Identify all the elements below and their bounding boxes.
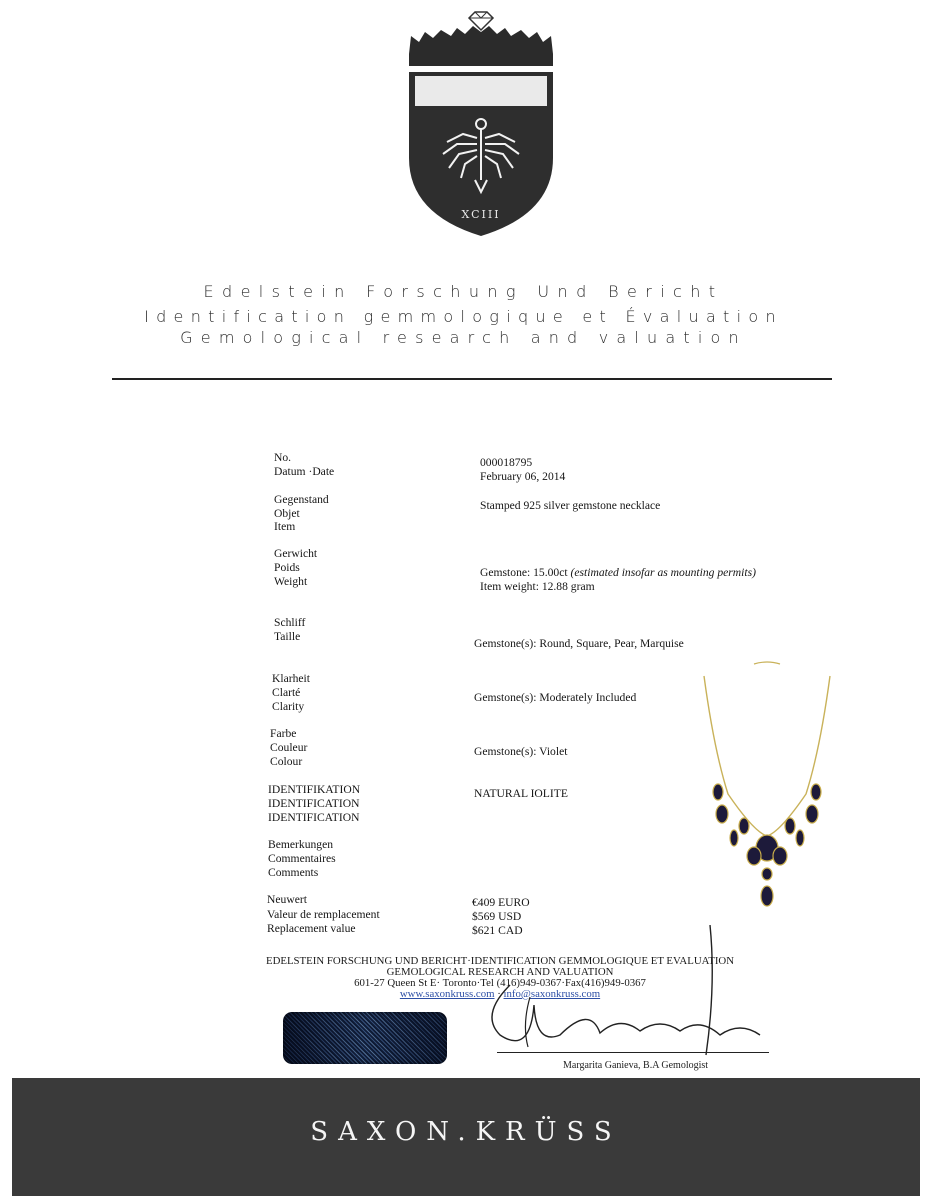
footer-links: www.saxonkruss.com · info@saxonkruss.com — [399, 988, 601, 1000]
ident-label-fr: IDENTIFICATION — [268, 797, 360, 810]
comments-label-de: Bemerkungen — [268, 838, 334, 851]
cut-label-fr: Taille — [274, 630, 301, 643]
ident-label-en: IDENTIFICATION — [268, 811, 360, 824]
colour-label-fr: Couleur — [270, 741, 308, 754]
weight-value — [480, 566, 756, 580]
brand-name: SAXON.KRÜSS — [310, 1117, 622, 1147]
colour-label-de: Farbe — [270, 727, 297, 740]
crest-logo — [405, 8, 557, 240]
item-label-de: Gegenstand — [274, 493, 329, 506]
comments-label-fr: Commentaires — [268, 852, 336, 865]
replacement-label-fr: Valeur de remplacement — [267, 908, 380, 921]
brand-band — [12, 1078, 920, 1196]
weight-label-fr: Poids — [274, 561, 300, 574]
report-date: February 06, 2014 — [480, 470, 566, 483]
ident-value: NATURAL IOLITE — [474, 787, 568, 800]
signatory-name: Margarita Ganieva, B.A Gemologist — [563, 1060, 709, 1071]
hologram-seal — [283, 1012, 447, 1064]
website-link[interactable]: www.saxonkruss.com — [399, 988, 495, 1000]
no-label: No. — [274, 451, 292, 464]
replacement-label-en: Replacement value — [267, 922, 356, 935]
date-label: Datum ·Date — [274, 465, 335, 478]
gemstone-weight: Gemstone: 15.00ct — [480, 566, 568, 579]
svg-text:XCIII: XCIII — [461, 208, 501, 221]
weight-note: (estimated insofar as mounting permits) — [570, 566, 756, 579]
clarity-value: Gemstone(s): Moderately Included — [474, 691, 637, 704]
item-weight: Item weight: 12.88 gram — [480, 580, 595, 593]
replacement-label-de: Neuwert — [267, 893, 307, 906]
necklace-photo — [694, 660, 840, 920]
cut-label-de: Schliff — [274, 616, 306, 629]
footer-company: EDELSTEIN FORSCHUNG UND BERICHT·IDENTIFICATION GEMMOLOGIQUE ET EVALUATION — [265, 955, 735, 967]
item-label-en: Item — [274, 520, 296, 533]
clarity-label-de: Klarheit — [272, 672, 310, 685]
clarity-label-en: Clarity — [272, 700, 305, 713]
replacement-cad: $621 CAD — [472, 924, 523, 937]
colour-label-en: Colour — [270, 755, 303, 768]
header-line-english: Gemological research and valuation — [180, 328, 747, 347]
ident-label-de: IDENTIFIKATION — [268, 783, 361, 796]
item-label-fr: Objet — [274, 507, 300, 520]
email-link[interactable]: info@saxonkruss.com — [503, 988, 601, 1000]
crown-ornament — [409, 26, 553, 66]
report-number: 000018795 — [480, 456, 533, 469]
weight-label-de: Gerwicht — [274, 547, 318, 560]
footer-address: 601-27 Queen St E· Toronto·Tel (416)949-0367·Fax(416)949-0367 — [354, 977, 646, 989]
header-line-french: Identification gemmologique et Évaluation — [144, 307, 783, 326]
signature-line — [497, 1052, 769, 1053]
header-line-german: Edelstein Forschung Und Bericht — [203, 282, 724, 301]
colour-value: Gemstone(s): Violet — [474, 745, 568, 758]
clarity-label-fr: Clarté — [272, 686, 301, 699]
item-value: Stamped 925 silver gemstone necklace — [480, 499, 661, 512]
weight-label-en: Weight — [274, 575, 308, 588]
footer-tagline: GEMOLOGICAL RESEARCH AND VALUATION — [386, 966, 614, 978]
replacement-eur: €409 EURO — [472, 896, 530, 909]
replacement-usd: $569 USD — [472, 910, 522, 923]
cut-value: Gemstone(s): Round, Square, Pear, Marquise — [474, 637, 684, 650]
comments-label-en: Comments — [268, 866, 319, 879]
header-divider — [112, 378, 832, 380]
